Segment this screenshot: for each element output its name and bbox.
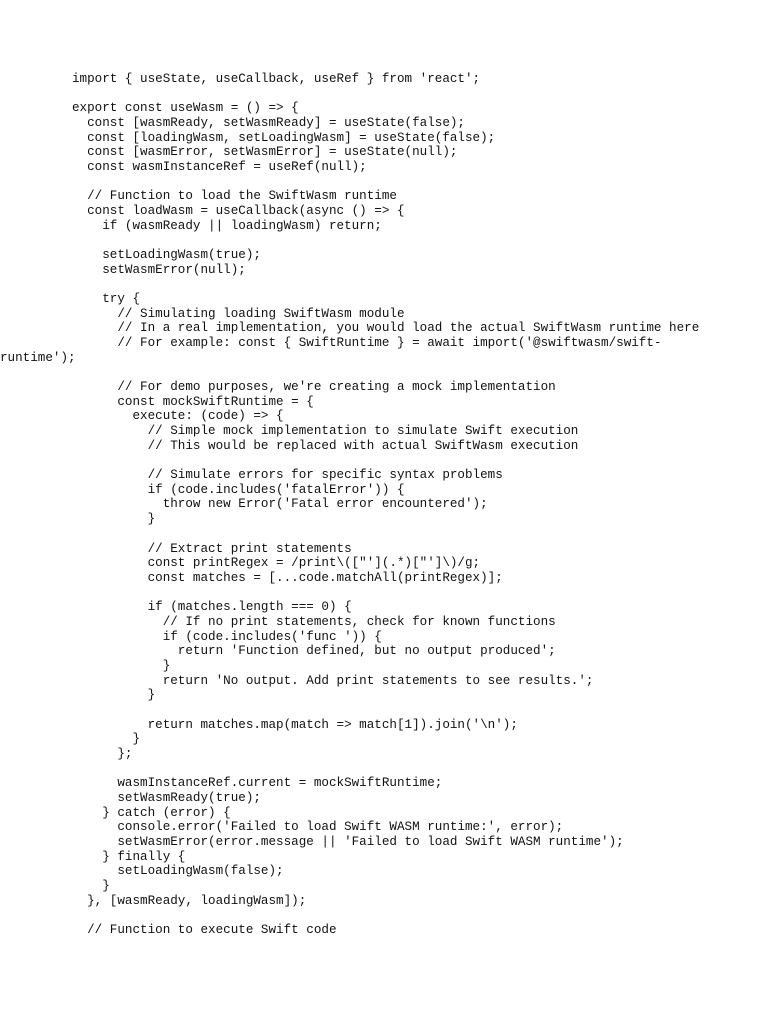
- code-line: throw new Error('Fatal error encountered');: [72, 497, 488, 512]
- code-line: }: [72, 688, 156, 703]
- code-line: const wasmInstanceRef = useRef(null);: [72, 160, 367, 175]
- code-line: runtime');: [0, 350, 76, 365]
- code-line: [72, 762, 732, 777]
- code-line: console.error('Failed to load Swift WASM runtime:', error);: [72, 820, 564, 835]
- code-line: const [loadingWasm, setLoadingWasm] = useState(false);: [72, 130, 496, 145]
- code-line: return 'Function defined, but no output produced';: [72, 644, 556, 659]
- code-line: if (matches.length === 0) {: [72, 600, 352, 615]
- code-line: // In a real implementation, you would load the actual SwiftWasm runtime here: [72, 321, 700, 336]
- code-line: if (code.includes('fatalError')) {: [72, 482, 405, 497]
- code-line: } catch (error) {: [72, 805, 231, 820]
- code-line: // Function to load the SwiftWasm runtime: [72, 189, 397, 204]
- code-line: [72, 175, 732, 190]
- code-line: [72, 908, 732, 923]
- code-line: const [wasmError, setWasmError] = useState(null);: [72, 145, 458, 160]
- code-line: execute: (code) => {: [72, 409, 284, 424]
- code-line: if (wasmReady || loadingWasm) return;: [72, 218, 382, 233]
- code-line: }: [72, 732, 141, 747]
- code-line: export const useWasm = () => {: [72, 101, 299, 116]
- code-line: setLoadingWasm(true);: [72, 248, 261, 263]
- code-line: } finally {: [72, 849, 186, 864]
- code-line: }, [wasmReady, loadingWasm]);: [72, 893, 307, 908]
- code-line: setWasmReady(true);: [72, 790, 261, 805]
- code-line: }: [72, 658, 171, 673]
- code-line: [72, 586, 732, 601]
- code-line: // Simple mock implementation to simulate Swift execution: [72, 424, 579, 439]
- code-line: [72, 453, 732, 468]
- code-line: setWasmError(error.message || 'Failed to load Swift WASM runtime');: [72, 834, 624, 849]
- code-line: // If no print statements, check for known functions: [72, 614, 556, 629]
- code-line: [72, 277, 732, 292]
- code-line: return matches.map(match => match[1]).join('\n');: [72, 717, 518, 732]
- code-line: // Simulating loading SwiftWasm module: [72, 306, 405, 321]
- code-line: // This would be replaced with actual SwiftWasm execution: [72, 438, 579, 453]
- code-line: // For demo purposes, we're creating a mock implementation: [72, 380, 556, 395]
- code-line: // Extract print statements: [72, 541, 352, 556]
- code-line: import { useState, useCallback, useRef } from 'react';: [72, 72, 481, 86]
- code-line: setLoadingWasm(false);: [72, 864, 284, 879]
- code-line: try {: [72, 292, 141, 307]
- code-line: }: [72, 878, 110, 893]
- code-line: [72, 527, 732, 542]
- code-line: };: [72, 746, 133, 761]
- code-line: const matches = [...code.matchAll(printRegex)];: [72, 570, 503, 585]
- code-line: const mockSwiftRuntime = {: [72, 394, 314, 409]
- code-line: wasmInstanceRef.current = mockSwiftRuntime;: [72, 776, 443, 791]
- code-line: // Function to execute Swift code: [72, 922, 337, 937]
- code-listing: [0, 72, 732, 938]
- code-line: const loadWasm = useCallback(async () => {: [72, 204, 405, 219]
- code-line: [72, 703, 732, 718]
- code-line: // For example: const { SwiftRuntime } = await import('@swiftwasm/swift-: [72, 336, 662, 351]
- code-line: [72, 87, 732, 102]
- code-line: }: [72, 512, 156, 527]
- code-line: if (code.includes('func ')) {: [72, 629, 382, 644]
- code-line: const printRegex = /print\(["'](.*)["']\)/g;: [72, 556, 481, 571]
- code-line: [72, 233, 732, 248]
- code-line: return 'No output. Add print statements to see results.';: [72, 673, 594, 688]
- code-line: const [wasmReady, setWasmReady] = useState(false);: [72, 116, 465, 131]
- code-line: // Simulate errors for specific syntax problems: [72, 468, 503, 483]
- code-line: [72, 365, 732, 380]
- code-line: setWasmError(null);: [72, 262, 246, 277]
